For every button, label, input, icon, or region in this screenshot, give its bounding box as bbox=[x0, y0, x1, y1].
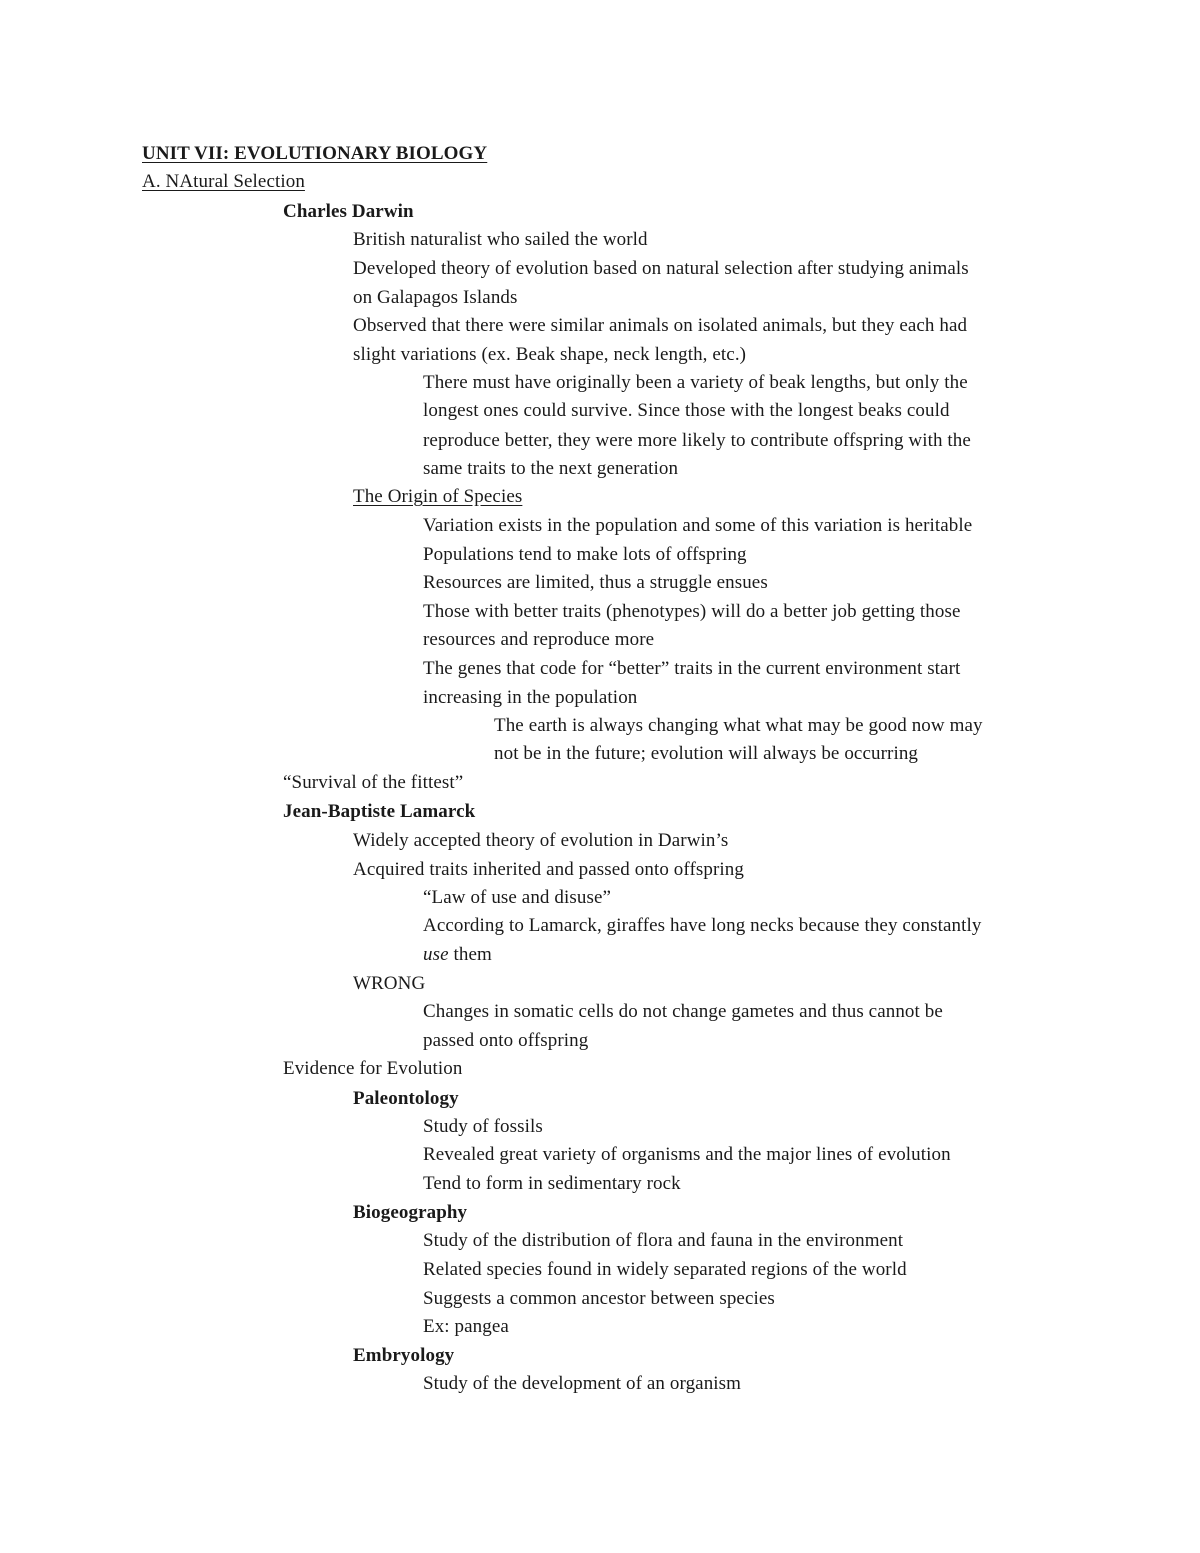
darwin-line-3: on Galapagos Islands bbox=[353, 287, 518, 308]
biogeography-line-2: Related species found in widely separated regions of the world bbox=[423, 1259, 907, 1280]
wrong-label: WRONG bbox=[353, 973, 426, 994]
origin-heading: The Origin of Species bbox=[353, 486, 523, 507]
biogeography-line-3: Suggests a common ancestor between species bbox=[423, 1288, 775, 1309]
darwin-line-9: same traits to the next generation bbox=[423, 458, 679, 479]
origin-line-9: not be in the future; evolution will always be occurring bbox=[494, 743, 919, 764]
emphasis-use: use bbox=[423, 944, 449, 965]
lamarck-line-7: passed onto offspring bbox=[423, 1030, 589, 1051]
origin-line-5: resources and reproduce more bbox=[423, 629, 655, 650]
darwin-line-1: British naturalist who sailed the world bbox=[353, 229, 648, 250]
origin-line-1: Variation exists in the population and some of this variation is heritable bbox=[423, 515, 973, 536]
darwin-line-7: longest ones could survive. Since those with the longest beaks could bbox=[423, 400, 950, 421]
paleontology-line-1: Study of fossils bbox=[423, 1116, 543, 1137]
origin-line-6: The genes that code for “better” traits in the current environment start bbox=[423, 658, 961, 679]
origin-line-8: The earth is always changing what what may be good now may bbox=[494, 715, 983, 736]
origin-line-4: Those with better traits (phenotypes) will do a better job getting those bbox=[423, 601, 961, 622]
lamarck-line-5 bbox=[423, 943, 492, 967]
embryology-line-1: Study of the development of an organism bbox=[423, 1373, 742, 1394]
lamarck-line-6: Changes in somatic cells do not change gametes and thus cannot be bbox=[423, 1001, 943, 1022]
darwin-line-8: reproduce better, they were more likely to contribute offspring with the bbox=[423, 430, 971, 451]
paleontology-line-3: Tend to form in sedimentary rock bbox=[423, 1173, 681, 1194]
darwin-line-2: Developed theory of evolution based on natural selection after studying animals bbox=[353, 258, 969, 279]
survival-quote: “Survival of the fittest” bbox=[283, 772, 464, 793]
evidence-heading: Evidence for Evolution bbox=[283, 1058, 463, 1079]
lamarck-line-1: Widely accepted theory of evolution in Darwin’s bbox=[353, 830, 729, 851]
lamarck-line-3: “Law of use and disuse” bbox=[423, 887, 612, 908]
embryology-heading: Embryology bbox=[353, 1345, 455, 1366]
darwin-line-5: slight variations (ex. Beak shape, neck length, etc.) bbox=[353, 344, 747, 365]
biogeography-heading: Biogeography bbox=[353, 1202, 468, 1223]
paleontology-line-2: Revealed great variety of organisms and the major lines of evolution bbox=[423, 1144, 951, 1165]
darwin-heading: Charles Darwin bbox=[283, 201, 414, 222]
biogeography-line-4: Ex: pangea bbox=[423, 1316, 509, 1337]
origin-line-7: increasing in the population bbox=[423, 687, 638, 708]
lamarck-heading: Jean-Baptiste Lamarck bbox=[283, 801, 476, 822]
lamarck-line-5-rest: them bbox=[448, 944, 492, 965]
biogeography-line-1: Study of the distribution of flora and fauna in the environment bbox=[423, 1230, 904, 1251]
origin-line-3: Resources are limited, thus a struggle ensues bbox=[423, 572, 768, 593]
lamarck-line-2: Acquired traits inherited and passed onto offspring bbox=[353, 859, 744, 880]
section-a-heading: A. NAtural Selection bbox=[142, 171, 305, 192]
paleontology-heading: Paleontology bbox=[353, 1088, 459, 1109]
darwin-line-6: There must have originally been a variety of beak lengths, but only the bbox=[423, 372, 968, 393]
lamarck-line-4: According to Lamarck, giraffes have long necks because they constantly bbox=[423, 915, 982, 936]
origin-line-2: Populations tend to make lots of offspring bbox=[423, 544, 747, 565]
unit-title: UNIT VII: EVOLUTIONARY BIOLOGY bbox=[142, 143, 488, 164]
darwin-line-4: Observed that there were similar animals on isolated animals, but they each had bbox=[353, 315, 968, 336]
